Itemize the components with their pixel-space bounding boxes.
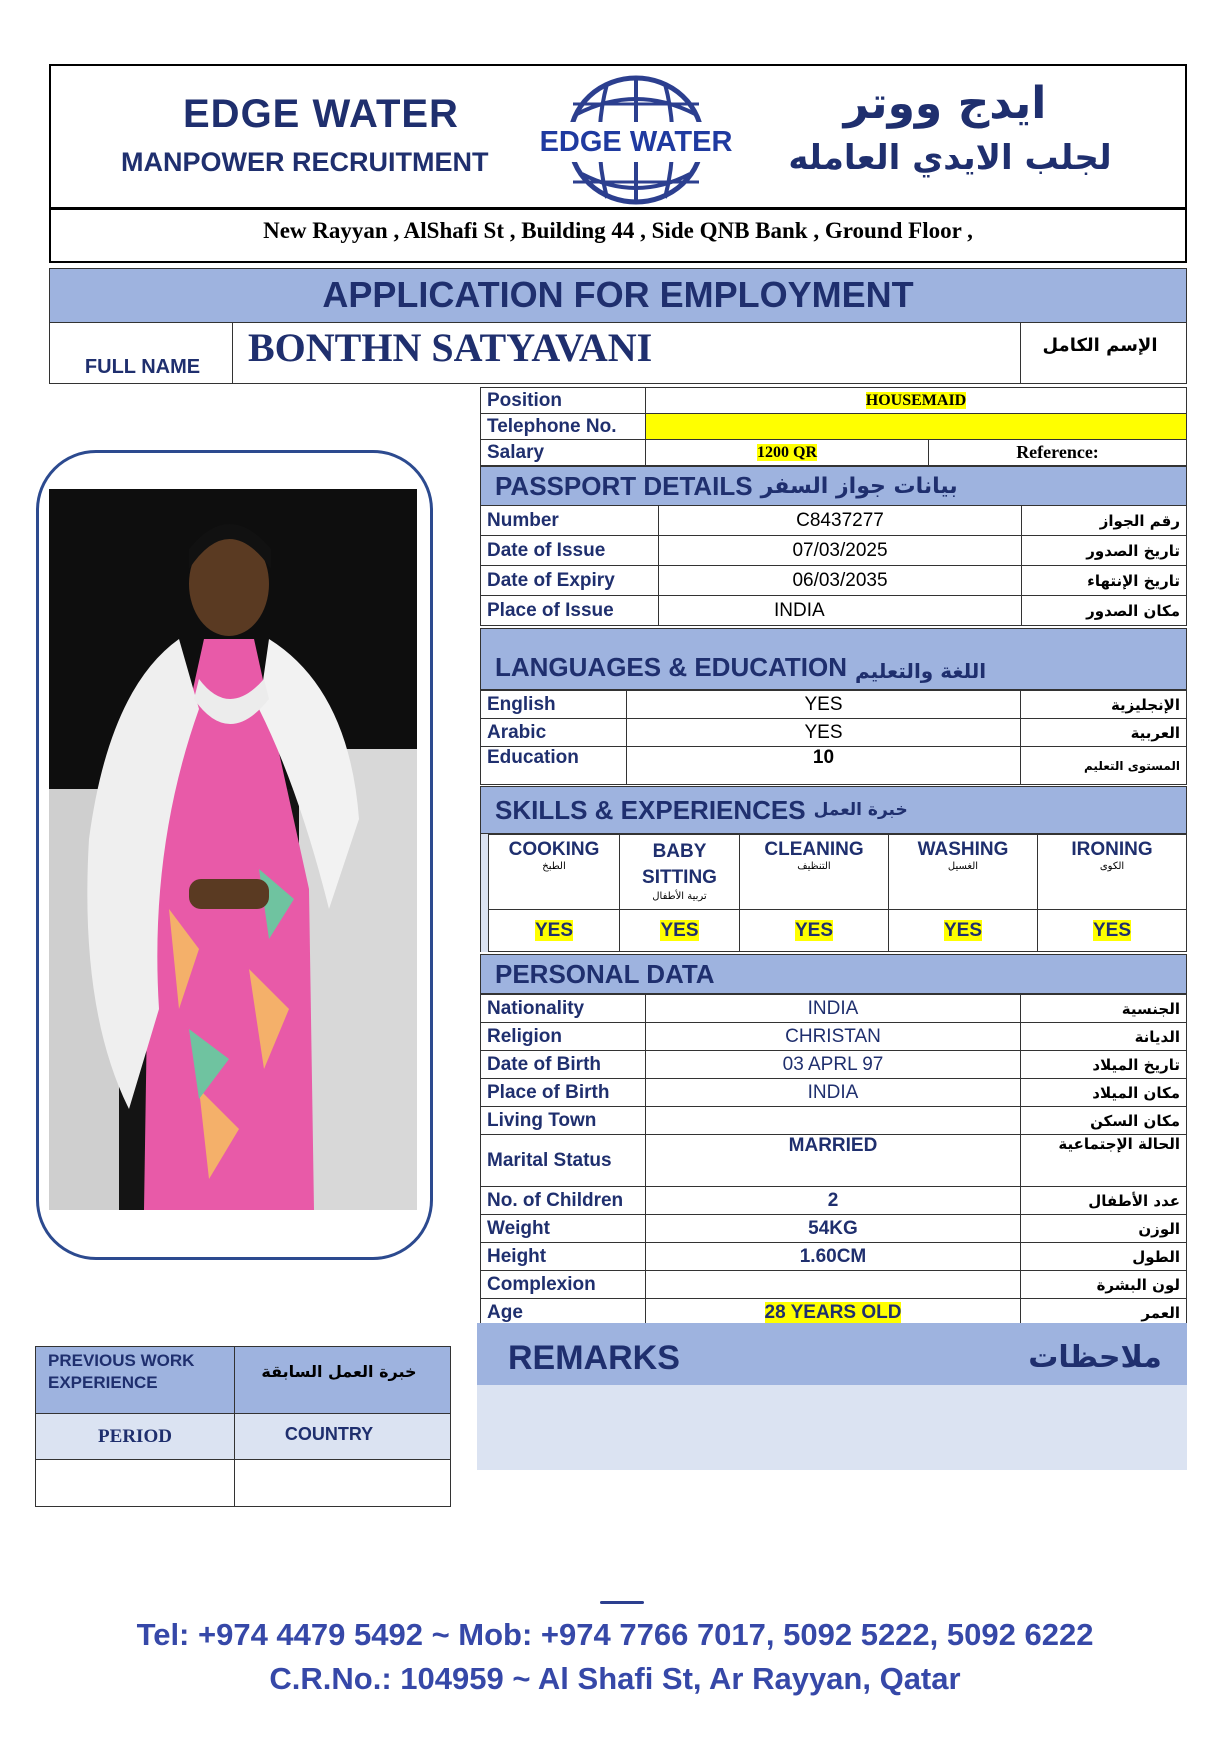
period-label: PERIOD [98, 1426, 172, 1447]
expiry-date-label: Date of Expiry [481, 566, 659, 596]
place-of-issue-value: INDIA [659, 596, 1022, 626]
issue-date-label: Date of Issue [481, 536, 659, 566]
position-value [646, 388, 1187, 414]
english-ar: الإنجليزية [1021, 691, 1187, 719]
education-ar: المستوى التعليم [1021, 747, 1187, 785]
footer-separator [600, 1601, 644, 1604]
position-text: HOUSEMAID [865, 391, 967, 409]
passport-number-ar: رقم الجواز [1022, 506, 1187, 536]
applicant-photo [49, 489, 417, 1210]
age-label: Age [481, 1299, 646, 1327]
passport-table [480, 505, 1187, 626]
skill-babysitting-value [620, 910, 740, 952]
skill-cooking-name: COOKING [508, 839, 600, 860]
height-ar: الطول [1021, 1243, 1187, 1271]
marital-status-value: MARRIED [646, 1135, 1021, 1187]
living-town-value [646, 1107, 1021, 1135]
skill-ironing-ar: الكوى [1099, 861, 1125, 872]
skills-heading-ar: خبرة العمل [813, 800, 908, 820]
skills-heading: SKILLS & EXPERIENCES [495, 794, 806, 825]
complexion-ar: لون البشرة [1021, 1271, 1187, 1299]
company-name-en: EDGE WATER [183, 92, 459, 136]
skill-cleaning-value [740, 910, 889, 952]
skill-cooking-value [489, 910, 620, 952]
skill-washing-value [889, 910, 1038, 952]
age-text: 28 YEARS OLD [764, 1301, 902, 1323]
salary-text: 1200 QR [757, 443, 817, 461]
skill-cleaning-yes: YES [794, 919, 834, 941]
skill-ironing-name: IRONING [1071, 839, 1153, 860]
page-title: APPLICATION FOR EMPLOYMENT [322, 274, 914, 315]
arabic-ar: العربية [1021, 719, 1187, 747]
place-of-issue-ar: مكان الصدور [1022, 596, 1187, 626]
religion-value: CHRISTAN [646, 1023, 1021, 1051]
children-ar: عدد الأطفال [1021, 1187, 1187, 1215]
dob-value: 03 APRL 97 [646, 1051, 1021, 1079]
height-label: Height [481, 1243, 646, 1271]
religion-ar: الديانة [1021, 1023, 1187, 1051]
remarks-label-ar: ملاحظات [1028, 1340, 1162, 1375]
height-value: 1.60CM [646, 1243, 1021, 1271]
issue-date-ar: تاريخ الصدور [1022, 536, 1187, 566]
skill-babysitting-header [620, 835, 740, 910]
complexion-label: Complexion [481, 1271, 646, 1299]
passport-number-label: Number [481, 506, 659, 536]
job-table [480, 387, 1187, 466]
skill-cleaning-name: CLEANING [764, 839, 864, 860]
salary-label: Salary [481, 440, 646, 466]
marital-status-ar: الحالة الإجتماعية [1021, 1135, 1187, 1187]
remarks-body [477, 1385, 1187, 1470]
nationality-value: INDIA [646, 995, 1021, 1023]
pob-label: Place of Birth [481, 1079, 646, 1107]
previous-work-divider-h2 [36, 1459, 450, 1460]
skills-left-strip [480, 834, 488, 952]
full-name-label: FULL NAME [84, 356, 201, 378]
address-line: New Rayyan , AlShafi St , Building 44 , Side QNB Bank , Ground Floor , [263, 218, 973, 243]
skill-ironing-header [1038, 835, 1187, 910]
expiry-date-value: 06/03/2035 [659, 566, 1022, 596]
company-subtitle-ar: لجلب الايدي العامله [788, 138, 1112, 178]
position-label: Position [481, 388, 646, 414]
skill-washing-name: WASHING [917, 839, 1009, 860]
footer-contact: Tel: +974 4479 5492 ~ Mob: +974 7766 7017, 5092 5222, 5092 6222 [136, 1617, 1094, 1652]
logo-text: EDGE WATER [539, 126, 733, 158]
children-value: 2 [646, 1187, 1021, 1215]
nationality-ar: الجنسية [1021, 995, 1187, 1023]
skill-babysitting-ar: تربية الأطفال [652, 891, 707, 902]
passport-number-value: C8437277 [659, 506, 1022, 536]
skill-washing-ar: الغسيل [947, 861, 979, 872]
skill-ironing-value [1038, 910, 1187, 952]
personal-heading-band [480, 954, 1187, 994]
skill-washing-yes: YES [943, 919, 983, 941]
dob-ar: تاريخ الميلاد [1021, 1051, 1187, 1079]
remarks-label: REMARKS [508, 1339, 680, 1377]
telephone-label: Telephone No. [481, 414, 646, 440]
place-of-issue-label: Place of Issue [481, 596, 659, 626]
skill-cleaning-header [740, 835, 889, 910]
skills-table [488, 834, 1187, 952]
issue-date-value: 07/03/2025 [659, 536, 1022, 566]
weight-ar: الوزن [1021, 1215, 1187, 1243]
footer-address: C.R.No.: 104959 ~ Al Shafi St, Ar Rayyan, Qatar [269, 1661, 961, 1696]
telephone-value [646, 414, 1187, 440]
skill-babysitting-name: BABY SITTING [642, 841, 717, 888]
living-town-ar: مكان السكن [1021, 1107, 1187, 1135]
personal-table [480, 994, 1187, 1327]
passport-heading-band [480, 466, 1187, 506]
passport-heading-ar: بيانات جواز السفر [760, 473, 958, 499]
skill-cooking-ar: الطبخ [542, 861, 566, 872]
arabic-label: Arabic [481, 719, 627, 747]
previous-work-label-ar: خبرة العمل السابقة [261, 1362, 417, 1381]
skills-heading-band [480, 786, 1187, 834]
arabic-value: YES [627, 719, 1021, 747]
company-name-ar: ايدج ووتر [843, 78, 1047, 129]
languages-heading-band [480, 628, 1187, 690]
skill-cooking-header [489, 835, 620, 910]
age-ar: العمر [1021, 1299, 1187, 1327]
languages-heading-ar: اللغة والتعليم [854, 659, 987, 683]
skill-ironing-yes: YES [1092, 919, 1132, 941]
country-label: COUNTRY [284, 1424, 374, 1444]
reference-label: Reference: [929, 440, 1187, 466]
name-divider-2 [1020, 322, 1021, 384]
skill-babysitting-yes: YES [660, 919, 699, 941]
expiry-date-ar: تاريخ الإنتهاء [1022, 566, 1187, 596]
pob-ar: مكان الميلاد [1021, 1079, 1187, 1107]
name-divider-1 [232, 322, 233, 384]
personal-heading: PERSONAL DATA [495, 958, 715, 989]
weight-label: Weight [481, 1215, 646, 1243]
living-town-label: Living Town [481, 1107, 646, 1135]
english-value: YES [627, 691, 1021, 719]
pob-value: INDIA [646, 1079, 1021, 1107]
company-subtitle-en: MANPOWER RECRUITMENT [121, 147, 489, 177]
children-label: No. of Children [481, 1187, 646, 1215]
english-label: English [481, 691, 627, 719]
languages-heading: LANGUAGES & EDUCATION [495, 652, 847, 682]
company-logo [537, 74, 735, 206]
passport-heading: PASSPORT DETAILS [495, 470, 753, 501]
complexion-value [646, 1271, 1021, 1299]
skill-washing-header [889, 835, 1038, 910]
nationality-label: Nationality [481, 995, 646, 1023]
weight-value: 54KG [646, 1215, 1021, 1243]
previous-work-label: PREVIOUS WORK EXPERIENCE [48, 1351, 195, 1392]
skill-cleaning-ar: التنظيف [797, 861, 831, 872]
languages-table [480, 690, 1187, 785]
salary-value [646, 440, 929, 466]
full-name-label-ar: الإسم الكامل [1042, 335, 1158, 356]
marital-status-label: Marital Status [481, 1135, 646, 1187]
skill-cooking-yes: YES [534, 919, 574, 941]
education-label: Education [481, 747, 627, 785]
education-value: 10 [627, 747, 1021, 785]
religion-label: Religion [481, 1023, 646, 1051]
full-name-value: BONTHN SATYAVANI [248, 325, 653, 370]
dob-label: Date of Birth [481, 1051, 646, 1079]
